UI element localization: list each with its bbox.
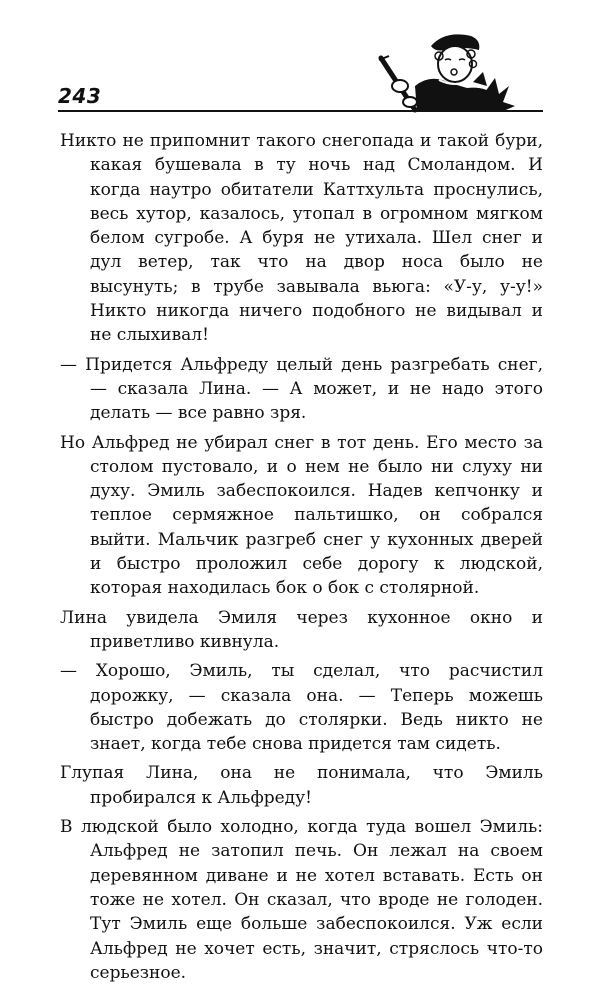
- body-text: [60, 129, 543, 990]
- header-rule: [58, 110, 543, 112]
- page-number: 243: [58, 84, 102, 108]
- paragraph-3: Но Альфред не убирал снег в тот день. Его место за столом пустовало, и о нем не было ни слуху ни духу. Эмиль забеспокоился. Надев кепчонку и теплое сермяжное пальтишко, он собрался выйти. Мальчик разгреб снег у кухонных дверей и быстро проложил себе дорогу к людской, которая находилась бок о бок с столярной.: [60, 432, 543, 599]
- paragraph-4: Лина увидела Эмиля через кухонное окно и приветливо кивнула.: [60, 607, 543, 652]
- paragraph-1: Никто не припомнит такого снегопада и такой бури, какая бушевала в ту ночь над Смоландом. И когда наутро обитатели Каттхульта проснулись, весь хутор, казалось, утопал в огромном мягком белом сугробе. А буря не утихала. Шел снег и дул ветер, так что на двор носа было не высунуть; в трубе завывала вьюга: «У-у, у-у!» Никто никогда ничего подобного не видывал и не слыхивал!: [60, 131, 543, 346]
- paragraph-5: — Хорошо, Эмиль, ты сделал, что расчистил дорожку, — сказала она. — Теперь можешь быстро добежать до столярки. Ведь никто не знает, когда тебе снова придется там сидеть.: [60, 661, 543, 755]
- boy-with-stick-icon: [375, 26, 520, 118]
- paragraph-7: В людской было холодно, когда туда вошел Эмиль: Альфред не затопил печь. Он лежал на своем деревянном диване и не хотел вставать. Есть он тоже не хотел. Он сказал, что вроде не голоден. Тут Эмиль еще больше забеспокоился. Уж если Альфред не хочет есть, значит, стряслось что-то серьезное.: [60, 817, 543, 983]
- paragraph-6: Глупая Лина, она не понимала, что Эмиль пробирался к Альфреду!: [60, 763, 543, 808]
- paragraph-2: — Придется Альфреду целый день разгребать снег, — сказала Лина. — А может, и не надо этого делать — все равно зря.: [60, 354, 543, 424]
